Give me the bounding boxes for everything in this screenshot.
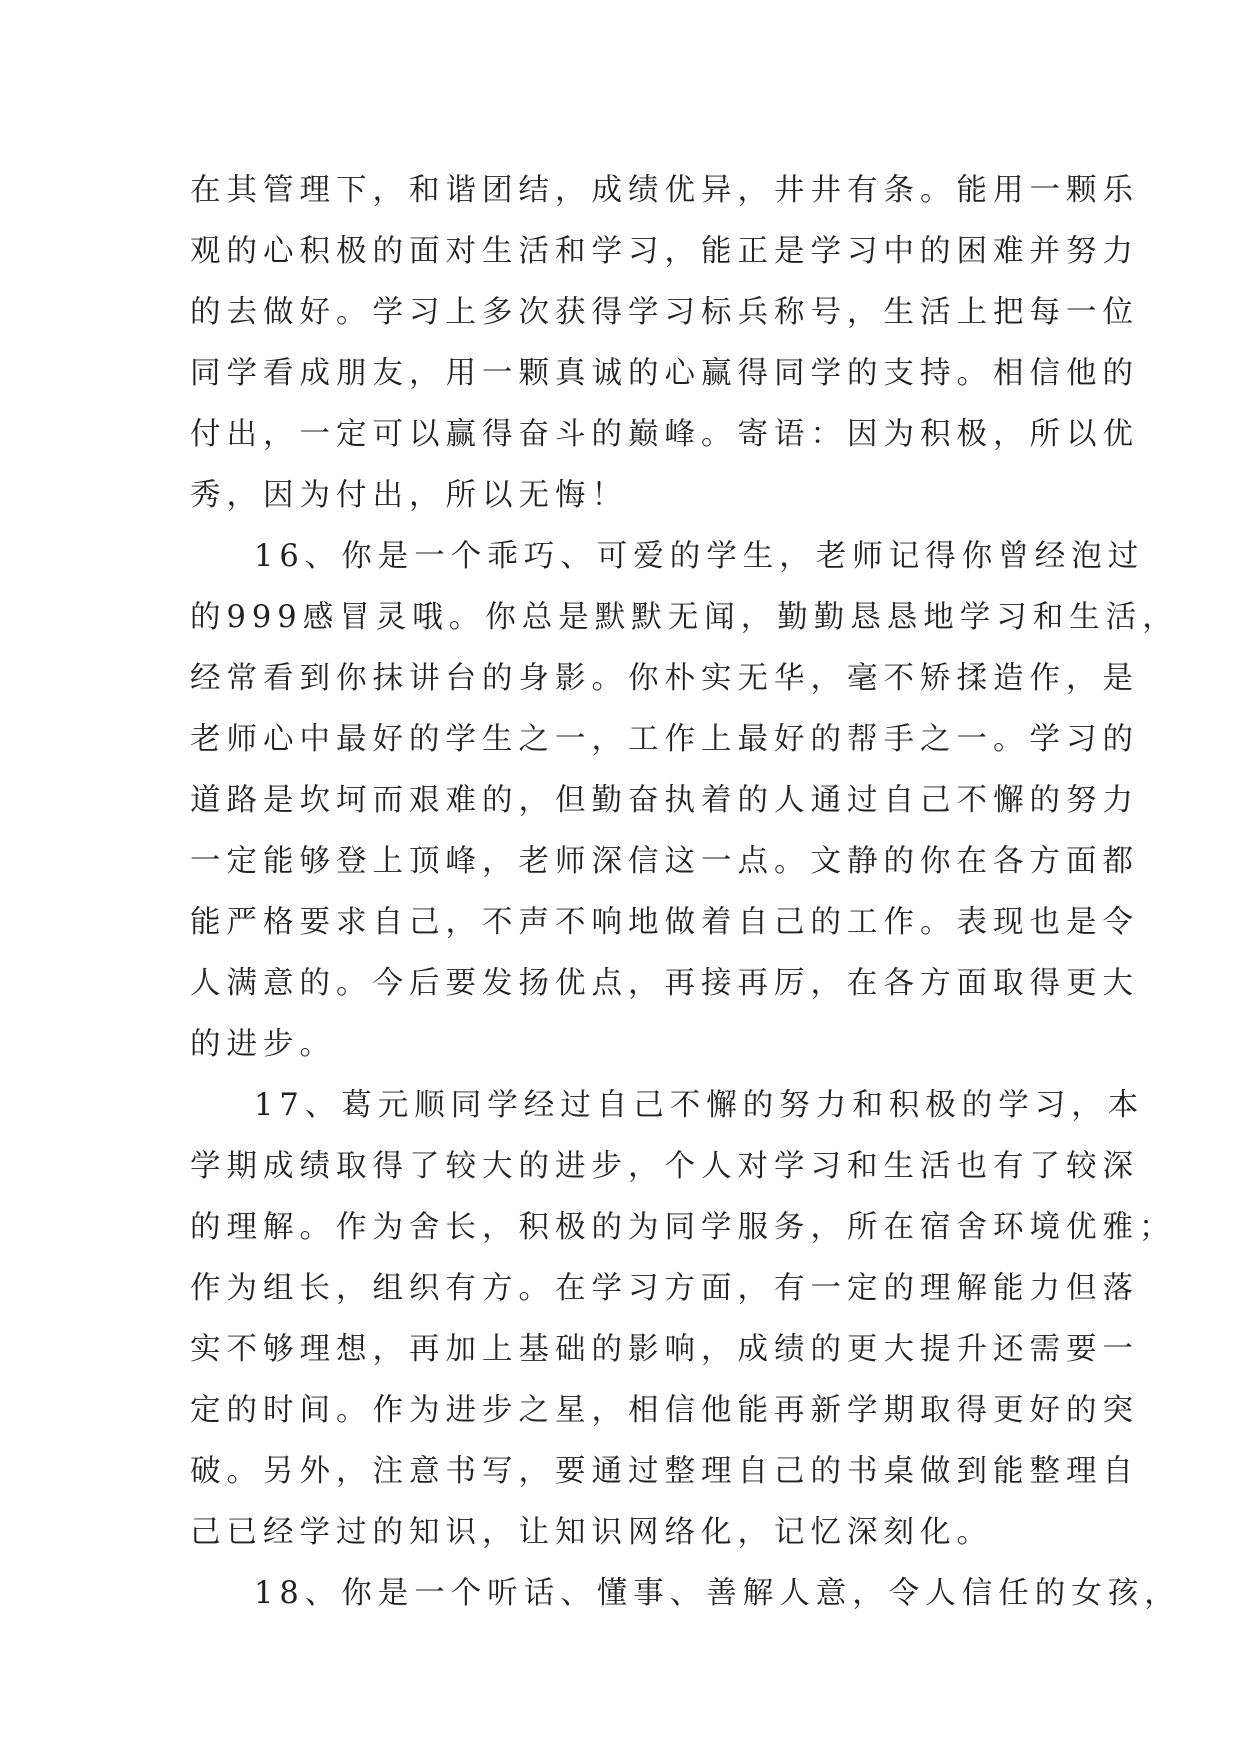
text-line: 的进步。	[190, 1027, 336, 1062]
text-line: 道路是坎坷而艰难的，但勤奋执着的人通过自己不懈的努力	[190, 783, 1139, 818]
paragraph-18	[190, 1563, 1181, 1624]
text-line: 的去做好。学习上多次获得学习标兵称号，生活上把每一位	[190, 295, 1139, 330]
text-line: 学期成绩取得了较大的进步，个人对学习和生活也有了较深	[190, 1149, 1139, 1184]
text-line: 一定能够登上顶峰，老师深信这一点。文静的你在各方面都	[190, 844, 1139, 879]
text-line: 观的心积极的面对生活和学习，能正是学习中的困难并努力	[190, 234, 1139, 269]
text-line: 己已经学过的知识，让知识网络化，记忆深刻化。	[190, 1515, 993, 1550]
paragraph-16	[190, 526, 1179, 1075]
text-line: 在其管理下，和谐团结，成绩优异，井井有条。能用一颗乐	[190, 173, 1139, 208]
text-line: 人满意的。今后要发扬优点，再接再厉，在各方面取得更大	[190, 966, 1139, 1001]
paragraph-15-continued	[190, 160, 1139, 526]
text-line: 能严格要求自己，不声不响地做着自己的工作。表现也是令	[190, 905, 1139, 940]
text-line: 作为组长，组织有方。在学习方面，有一定的理解能力但落	[190, 1271, 1139, 1306]
text-line: 的理解。作为舍长，积极的为同学服务，所在宿舍环境优雅；	[190, 1210, 1176, 1245]
text-line: 定的时间。作为进步之星，相信他能再新学期取得更好的突	[190, 1393, 1139, 1428]
text-line: 18、你是一个听话、懂事、善解人意，令人信任的女孩，	[254, 1576, 1181, 1611]
text-line: 秀，因为付出，所以无悔！	[190, 478, 628, 513]
text-line: 破。另外，注意书写，要通过整理自己的书桌做到能整理自	[190, 1454, 1139, 1489]
text-line: 实不够理想，再加上基础的影响，成绩的更大提升还需要一	[190, 1332, 1139, 1367]
paragraph-17	[190, 1075, 1176, 1563]
document-body	[190, 160, 1181, 1624]
text-line: 老师心中最好的学生之一，工作上最好的帮手之一。学习的	[190, 722, 1139, 757]
text-line: 经常看到你抹讲台的身影。你朴实无华，毫不矫揉造作，是	[190, 661, 1139, 696]
text-line: 的999感冒灵哦。你总是默默无闻，勤勤恳恳地学习和生活，	[190, 600, 1179, 635]
text-line: 同学看成朋友，用一颗真诚的心赢得同学的支持。相信他的	[190, 356, 1139, 391]
text-line: 付出，一定可以赢得奋斗的巅峰。寄语：因为积极，所以优	[190, 417, 1139, 452]
text-line: 17、葛元顺同学经过自己不懈的努力和积极的学习，本	[254, 1088, 1145, 1123]
text-line: 16、你是一个乖巧、可爱的学生，老师记得你曾经泡过	[254, 539, 1145, 574]
